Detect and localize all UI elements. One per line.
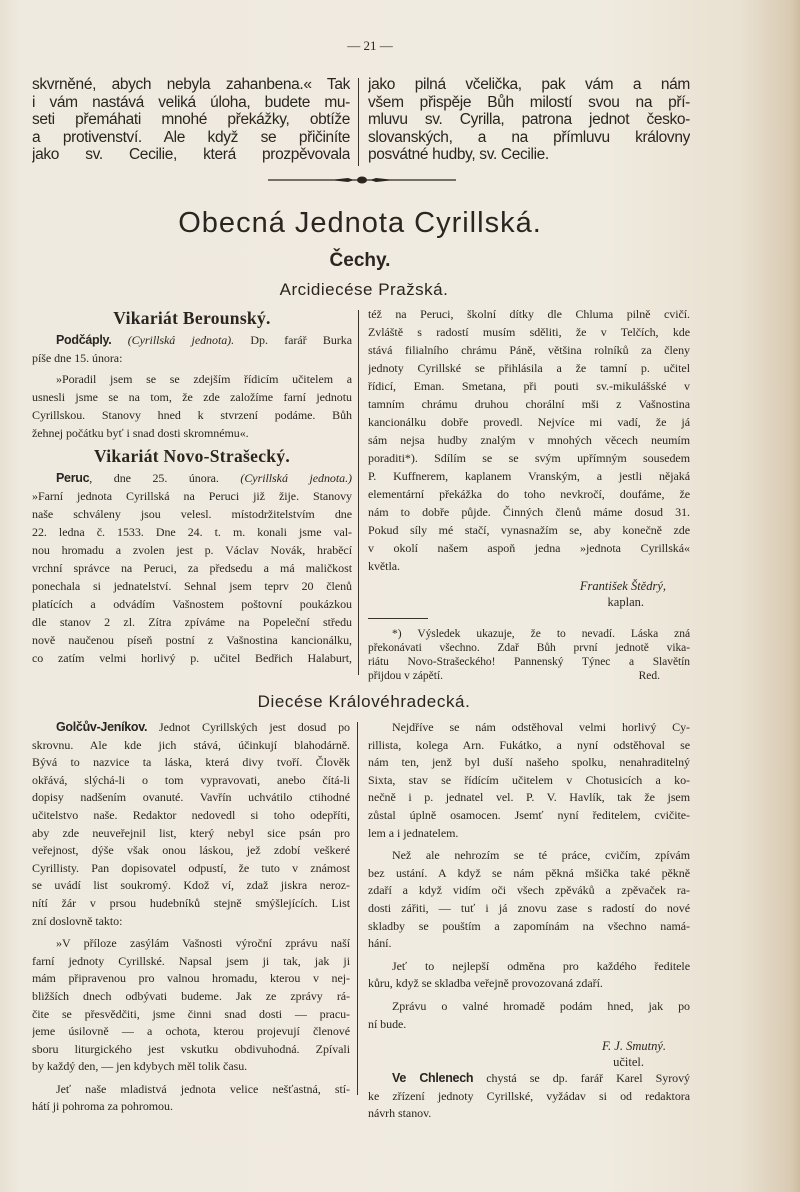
prague-column-left xyxy=(32,305,352,670)
line-text: nám ten, jenž byl duší našeho spolku, nenahraditelný xyxy=(368,755,690,770)
line-text: posvátné hudby, sv. Cecilie. xyxy=(368,146,549,164)
line-text: zůstal úplně osamocen. Jsemť nyní ředitelem, cvičite- xyxy=(368,807,690,822)
line-text: aby zde neuveřejnil list, který nebyl sice psán pro xyxy=(32,825,350,840)
text-line xyxy=(368,998,690,1016)
text-line xyxy=(32,76,350,94)
text-line xyxy=(368,129,690,147)
text-line xyxy=(32,772,350,790)
vicariate-heading: Vikariát Novo-Strašecký. xyxy=(93,446,291,466)
line-text: Jeť naše mladistvá jednota velice nešťastná, stí- xyxy=(56,1081,350,1096)
line-text: jako pilná včelička, pak vám a nám xyxy=(368,76,690,93)
italic-note: (Cyrillská jednota.) xyxy=(240,471,352,485)
line-text: naše schváleny jsou velesl. místodržitelstvím dne xyxy=(32,507,352,521)
line-text: P. Kuffnerem, kaplanem Vranským, a jestli nějaká xyxy=(368,469,690,483)
paragraph xyxy=(32,370,352,442)
line-text: seti přemáhati mnohé překážky, obtíže xyxy=(32,111,350,129)
text-line xyxy=(368,807,690,825)
line-text: i vám nastává veliká úloha, budete mu- xyxy=(32,93,350,111)
signature xyxy=(368,578,690,610)
paragraph xyxy=(32,935,350,1076)
text-line xyxy=(368,719,690,737)
text-line xyxy=(368,359,690,377)
page-number: — 21 — xyxy=(347,38,393,53)
prague-column-right xyxy=(368,305,690,683)
text-line xyxy=(32,737,350,755)
line-text: elementární překážka do toho nevkročí, doufáme, že xyxy=(368,487,690,501)
paragraph xyxy=(32,469,352,667)
footnote xyxy=(368,627,690,683)
line-text: bližších dnech odbývati budeme. Jak ze zprávy rá- xyxy=(32,988,350,1003)
text-line xyxy=(32,146,350,164)
text-line xyxy=(368,503,690,521)
text-line xyxy=(368,772,690,790)
text-line xyxy=(368,377,690,395)
paragraph xyxy=(368,1070,690,1123)
text-line xyxy=(368,431,690,449)
text-line xyxy=(368,825,690,843)
text-line xyxy=(32,877,350,895)
text-line xyxy=(32,935,350,953)
place-name: Golčův-Jeníkov. xyxy=(56,720,148,734)
line-text: Jednot Cyrillských jest dosud po xyxy=(147,720,350,734)
text-line xyxy=(368,146,690,164)
diocese-heading-hradec: Diecése Královéhradecká. xyxy=(257,692,471,711)
line-text: Dp. farář Burka xyxy=(234,333,352,347)
line-text: farní jednoty Cyrillské. Napsal jsem ji tak, jak ji xyxy=(32,953,350,968)
line-text: a protivenství. Ale když se přičiníte xyxy=(32,128,350,146)
line-text: riátu Novo-Strašeckého! Pannenský Týnec a Slavětín xyxy=(368,656,690,668)
text-line xyxy=(32,613,352,631)
text-line xyxy=(368,467,690,485)
text-line xyxy=(32,988,350,1006)
paragraph xyxy=(368,305,690,575)
text-line xyxy=(32,559,352,577)
text-line xyxy=(32,1023,350,1041)
text-line xyxy=(32,331,352,349)
text-line xyxy=(368,627,690,641)
signature-name: F. J. Smutný. xyxy=(602,1039,666,1054)
text-line xyxy=(368,958,690,976)
line-text: nítí žár v prsou hudebníků stejně smýšlejících. List xyxy=(32,895,350,910)
line-text: jeme úsilovně — a ochota, kterou projevují členové xyxy=(32,1024,350,1039)
place-name: Peruc xyxy=(56,471,90,485)
line-text: chystá se dp. farář Karel Syrový xyxy=(473,1071,690,1086)
text-line xyxy=(32,860,350,878)
line-text: čite se přesvědčiti, jsme činni snad dosti — pracu- xyxy=(32,1006,350,1021)
line-text: nou hromadu a zvolen jest p. Václav Novák, hraběcí xyxy=(32,543,352,557)
column-divider xyxy=(358,78,359,166)
text-line xyxy=(32,913,350,931)
text-line xyxy=(368,395,690,413)
text-line xyxy=(32,754,350,772)
text-line xyxy=(32,1041,350,1059)
text-line xyxy=(32,577,352,595)
italic-note: (Cyrillská jednota). xyxy=(127,333,235,347)
text-line xyxy=(32,970,350,988)
text-line xyxy=(368,754,690,772)
text-line xyxy=(32,842,350,860)
line-text: nám to dobře půjde. Činných členů máme dosud 31. xyxy=(368,505,690,519)
line-text: dle stanov 2 zl. Zítra zpíváme na Popeleční středu xyxy=(32,615,352,629)
text-line xyxy=(368,900,690,918)
line-text: všem přispěje Bůh milostí svou na pří- xyxy=(368,93,690,111)
text-line xyxy=(368,413,690,431)
text-line xyxy=(368,341,690,359)
footnote-rule xyxy=(368,618,428,619)
text-line xyxy=(368,557,690,575)
line-text: v okolí našem aspoň jedna »jednota Cyrillská« xyxy=(368,541,690,555)
text-line xyxy=(32,825,350,843)
text-line xyxy=(32,129,350,147)
text-line xyxy=(368,485,690,503)
paragraph xyxy=(368,719,690,842)
line-text: platících a odvádím Vašnostem poštovní poukázkou xyxy=(32,597,352,611)
text-line xyxy=(32,370,352,388)
line-text: mluvu sv. Cyrilla, patrona jednot česko- xyxy=(368,111,690,129)
text-line xyxy=(32,807,350,825)
vicariate-heading: Vikariát Berounský. xyxy=(113,308,271,328)
line-text: co zatím velmi horlivý p. učitel Bedřich Halaburt, xyxy=(32,651,352,665)
line-text: , dne 25. února. xyxy=(89,471,241,485)
line-text: skladby se pouštím a zapomínám na všechno namá- xyxy=(368,918,690,933)
text-line xyxy=(32,94,350,112)
text-line xyxy=(32,649,352,667)
text-line xyxy=(368,305,690,323)
paragraph xyxy=(32,331,352,367)
text-line xyxy=(32,595,352,613)
text-line xyxy=(32,349,352,367)
text-line xyxy=(368,882,690,900)
line-text: jednoty Cyrillské se přihlásila a že tamní p. učitel xyxy=(368,361,690,375)
line-text: ní bude. xyxy=(368,1016,407,1031)
ornamental-divider xyxy=(268,176,456,184)
line-text: slovanských, a na přímluvu královny xyxy=(368,128,690,146)
text-line xyxy=(368,865,690,883)
diocese-heading-prague: Arcidiecése Pražská. xyxy=(279,280,449,299)
line-text: veřejnost, dýše však onou láskou, jež zdobí veškeré xyxy=(32,843,350,858)
line-text: přijdou v zápětí. xyxy=(368,670,444,682)
column-divider xyxy=(357,722,358,1095)
continuation-column-left xyxy=(32,76,350,164)
text-line xyxy=(32,789,350,807)
line-text: usnesli jsme se na tom, že zde založíme farní jednotu xyxy=(32,390,352,404)
line-text: dopisy nadšením ovanuté. Vavřín uchvátilo ctihodné xyxy=(32,790,350,805)
text-line xyxy=(368,1088,690,1106)
line-text: zdaří a když vidím oči všech zpěváků a zpěvaček ra- xyxy=(368,883,690,898)
text-line xyxy=(32,1081,350,1099)
line-text: nečně i p. jednatel vel. P. V. Havlík, tak že jsem xyxy=(368,790,690,805)
line-text: Jeť to nejlepší odměna pro každého ředitele xyxy=(392,958,690,973)
text-line xyxy=(32,424,352,442)
line-text: dosti zářiti, — tuť i já znovu zase s radostí do nové xyxy=(368,900,690,915)
text-line xyxy=(32,1098,350,1116)
text-line xyxy=(32,1058,350,1076)
text-line xyxy=(32,487,352,505)
text-line xyxy=(368,539,690,557)
column-divider xyxy=(358,310,359,675)
line-text: lem a i jednatelem. xyxy=(368,825,459,840)
line-text: řídicí, Eman. Smetana, při pouti sv.-mikulášské v xyxy=(368,379,690,393)
text-line xyxy=(368,641,690,655)
line-text: skrovnu. Ale kde jich stává, účinkují blahodárně. xyxy=(32,737,350,752)
line-text: učitelstvo naše. Redaktor nedovedl si toho odepříti, xyxy=(32,807,350,822)
signature-role: učitel. xyxy=(613,1055,644,1070)
line-text: hání. xyxy=(368,936,392,951)
line-text: Pokud síly mé stačí, vynasnažím se, aby konečně zde xyxy=(368,523,690,537)
text-line xyxy=(32,505,352,523)
line-text: »Poradil jsem se se zdejším řídicím učitelem a xyxy=(56,372,352,386)
line-text: okřává, slýchá-li o tom vypravovati, anebo čítá-li xyxy=(32,772,350,787)
line-text: jako sv. Cecilie, která prozpěvovala xyxy=(32,146,350,164)
line-text: Než ale nehrozím se té práce, cvičím, zpívám xyxy=(392,848,690,863)
line-text: stává filialního chrámu Páně, většina rolníků za členy xyxy=(368,343,690,357)
text-line xyxy=(368,1016,690,1034)
line-text: mám připravenou pro valnou hromadu, kterou v nej- xyxy=(32,971,350,986)
text-line xyxy=(368,76,690,94)
line-text: Nejdříve se nám odstěhoval velmi horlivý Cy- xyxy=(392,720,690,734)
line-text: zní doslovně takto: xyxy=(32,913,123,928)
line-text: poraditi*). Sdílím se se svým upřímným sousedem xyxy=(368,451,690,465)
line-text: skvrněné, abych nebyla zahanbena.« Tak xyxy=(32,76,350,93)
line-text: Sixta, stav se řídícím učitelem v Chotusicích a ko- xyxy=(368,772,690,787)
text-line xyxy=(32,469,352,487)
paragraph xyxy=(368,958,690,993)
line-text: »Farní jednota Cyrillská na Peruci již žije. Stanovy xyxy=(32,489,352,503)
line-text xyxy=(111,333,127,347)
continuation-column-right xyxy=(368,76,690,164)
line-text: sám nejsa hudby znalým v mnohých věcech neumím xyxy=(368,433,690,447)
text-line xyxy=(368,1070,690,1088)
line-text: Bývá to nazvice ta láska, která divy tvoří. Člověk xyxy=(32,755,350,770)
text-line xyxy=(32,406,352,424)
text-line xyxy=(368,449,690,467)
text-line xyxy=(32,541,352,559)
footnote-signature: Red. xyxy=(638,670,660,682)
signature-role: kaplan. xyxy=(607,595,644,609)
line-text: hátí ji pohroma za pohromou. xyxy=(32,1099,173,1114)
text-line xyxy=(368,847,690,865)
line-text: kancionálku dobře provedl. Nejvíce mi vadí, že já xyxy=(368,415,690,429)
line-text: překonávati všechno. Zdař Bůh první jednotě vika- xyxy=(368,642,690,654)
line-text: Cyrillskou. Stanovy hned k stvrzení podáme. Bůh xyxy=(32,408,352,422)
text-line xyxy=(368,94,690,112)
line-text: květla. xyxy=(368,559,400,573)
hradec-column-left xyxy=(32,719,350,1121)
paragraph xyxy=(368,847,690,953)
line-text: ke zřízení jednoty Cyrillské, vyžádav si od redaktora xyxy=(368,1088,690,1103)
line-text: 22. ledna č. 1533. Dne 24. t. m. konali jsme val- xyxy=(32,525,352,539)
line-text: ponechala si jednatelství. Sehnal jsem teprv 20 členů xyxy=(32,579,352,593)
text-line xyxy=(368,323,690,341)
line-text: nově naučenou píseň postní z Vašnostina kancionálku, xyxy=(32,633,352,647)
text-line xyxy=(368,737,690,755)
text-line xyxy=(32,523,352,541)
line-text: žehnej počátku byť i snad dosti skromnému«. xyxy=(32,426,249,440)
line-text: tamním chrámu druhou chorální mši z Vašnostina xyxy=(368,397,690,411)
text-line xyxy=(368,655,690,669)
text-line xyxy=(32,953,350,971)
line-text: »V příloze zasýlám Vašnosti výroční zprávu naší xyxy=(56,936,350,951)
paragraph xyxy=(32,1081,350,1116)
text-line xyxy=(368,918,690,936)
line-text: se uvádí list soukromý. Kdož ví, zdaž jiskra neroz- xyxy=(32,878,350,893)
line-text: Zprávu o valné hromadě podám hned, jak po xyxy=(392,998,690,1013)
line-text: vrchní správce na Peruci, za předsedu a má maličkost xyxy=(32,561,352,575)
paragraph xyxy=(368,998,690,1033)
text-line xyxy=(368,521,690,539)
hradec-column-right xyxy=(368,719,690,1128)
place-name: Podčáply. xyxy=(56,333,112,347)
line-text: *) Výsledek ukazuje, že to nevadí. Láska zná xyxy=(392,628,690,640)
text-line xyxy=(32,388,352,406)
line-text: by každý den, — jen kdybych měl tolik času. xyxy=(32,1059,248,1074)
line-text: bez ustání. A když se nám pěkná mšička také pěkně xyxy=(368,865,690,880)
line-text: píše dne 15. února: xyxy=(32,351,123,365)
line-text: návrh stanov. xyxy=(368,1106,432,1121)
line-text: Zvláště s radostí musím sděliti, že v Telčích, kde xyxy=(368,325,690,339)
footnote-last-row xyxy=(368,669,690,683)
line-text: Cyrillisty. Pan dopisovatel odpustí, že tuto v známost xyxy=(32,860,350,875)
text-line xyxy=(32,111,350,129)
signature xyxy=(368,1038,690,1070)
text-line xyxy=(368,789,690,807)
text-line xyxy=(368,975,690,993)
line-text: rillista, kolega Arn. Fukátko, a nyní odstěhoval se xyxy=(368,737,690,752)
line-text: kůru, když se skladba veřejně provozovaná zdaří. xyxy=(368,976,603,991)
text-line xyxy=(32,631,352,649)
text-line xyxy=(368,935,690,953)
text-line xyxy=(368,1105,690,1123)
text-line xyxy=(32,895,350,913)
text-line xyxy=(32,719,350,737)
text-line xyxy=(368,111,690,129)
paragraph xyxy=(32,719,350,930)
place-name: Ve Chlenech xyxy=(392,1071,474,1086)
line-text: též na Peruci, školní dítky dle Chluma pilně cvičí. xyxy=(368,307,690,321)
signature-name: František Štědrý, xyxy=(579,579,666,593)
line-text: sboru liturgického jest vskutku obdivuhodná. Zpívali xyxy=(32,1041,350,1056)
country-heading: Čechy. xyxy=(329,250,391,271)
text-line xyxy=(32,1006,350,1024)
section-title: Obecná Jednota Cyrillská. xyxy=(178,207,542,239)
